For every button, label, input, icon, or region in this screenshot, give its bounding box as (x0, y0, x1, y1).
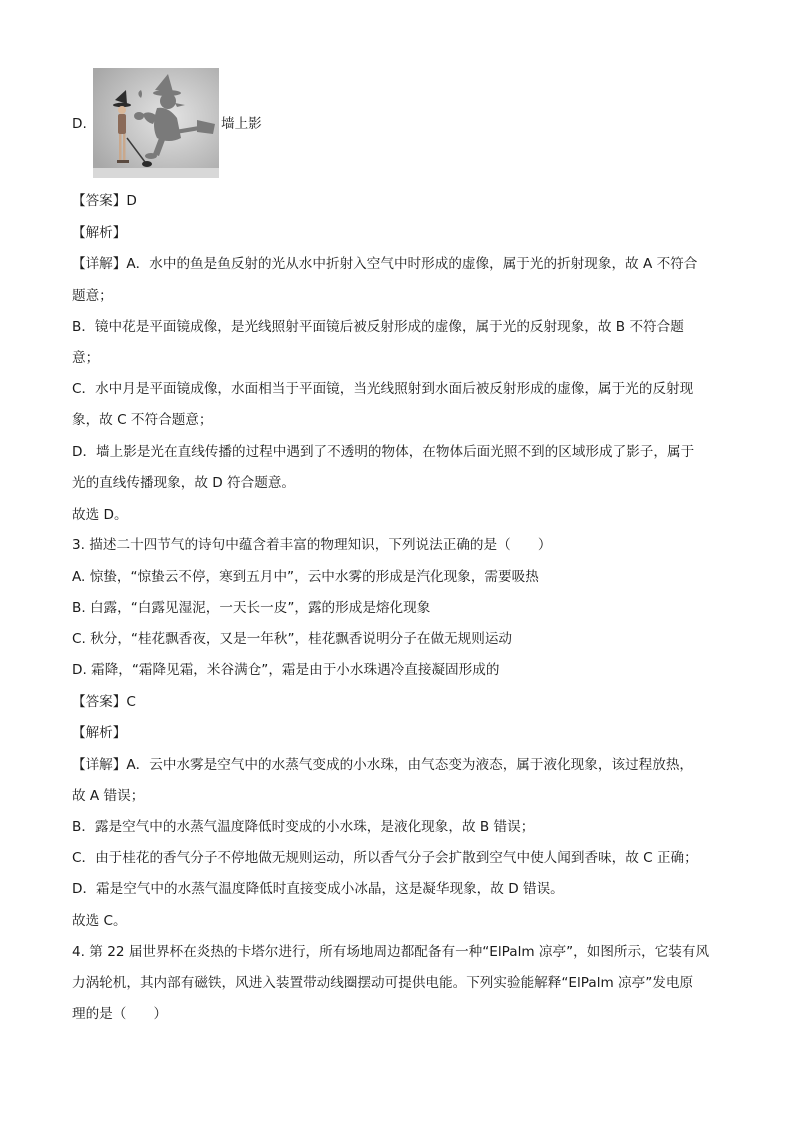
question-stem: 理的是（ ） (72, 1006, 168, 1022)
explanation-line: 故 A 错误； (72, 788, 145, 804)
explanation-line: 光的直线传播现象，故 D 符合题意。 (72, 475, 296, 491)
option-d-caption: 墙上影 (221, 116, 262, 132)
explanation-line: 【详解】A．水中的鱼是鱼反射的光从水中折射入空气中时形成的虚像，属于光的折射现象，故 A 不符合 (72, 256, 698, 272)
question-stem: 力涡轮机，其内部有磁铁，风进入装置带动线圈摆动可提供电能。下列实验能解释“ElPalm 凉亭”发电原 (72, 975, 694, 991)
answer-line: 【答案】D (72, 193, 137, 209)
choice-line: 故选 C。 (72, 913, 127, 929)
question-option-a: A. 惊蛰，“惊蛰云不停，寒到五月中”，云中水雾的形成是汽化现象，需要吸热 (72, 569, 539, 585)
explanation-line: B．镜中花是平面镜成像，是光线照射平面镜后被反射形成的虚像，属于光的反射现象，故 B 不符合题 (72, 319, 684, 335)
analysis-heading: 【解析】 (72, 725, 127, 741)
question-stem: 3. 描述二十四节气的诗句中蕴含着丰富的物理知识，下列说法正确的是（ ） (72, 537, 552, 553)
explanation-line: 象，故 C 不符合题意； (72, 412, 213, 428)
explanation-line: 题意； (72, 288, 113, 304)
question-option-d: D. 霜降，“霜降见霜，米谷满仓”，霜是由于小水珠遇冷直接凝固形成的 (72, 662, 500, 678)
choice-line: 故选 D。 (72, 507, 128, 523)
option-d-label: D. (72, 116, 87, 132)
question-stem: 4. 第 22 届世界杯在炎热的卡塔尔进行，所有场地周边都配备有一种“ElPalm 凉亭”，如图所示，它装有风 (72, 944, 710, 960)
witch-shadow-photo (93, 68, 219, 178)
explanation-line: C．由于桂花的香气分子不停地做无规则运动，所以香气分子会扩散到空气中使人闻到香味，故 C 正确； (72, 850, 698, 866)
explanation-line: 【详解】A．云中水雾是空气中的水蒸气变成的小水珠，由气态变为液态，属于液化现象，该过程放热， (72, 757, 694, 773)
explanation-line: B．露是空气中的水蒸气温度降低时变成的小水珠，是液化现象，故 B 错误； (72, 819, 535, 835)
analysis-heading: 【解析】 (72, 225, 127, 241)
explanation-line: 意； (72, 350, 100, 366)
question-option-b: B. 白露，“白露见湿泥，一天长一皮”，露的形成是熔化现象 (72, 600, 431, 616)
answer-line: 【答案】C (72, 694, 136, 710)
explanation-line: D．墙上影是光在直线传播的过程中遇到了不透明的物体，在物体后面光照不到的区域形成了影子，属于 (72, 444, 695, 460)
explanation-line: C．水中月是平面镜成像，水面相当于平面镜，当光线照射到水面后被反射形成的虚像，属于光的反射现 (72, 381, 694, 397)
question-option-c: C. 秋分，“桂花飘香夜，又是一年秋”，桂花飘香说明分子在做无规则运动 (72, 631, 513, 647)
explanation-line: D．霜是空气中的水蒸气温度降低时直接变成小冰晶，这是凝华现象，故 D 错误。 (72, 881, 564, 897)
